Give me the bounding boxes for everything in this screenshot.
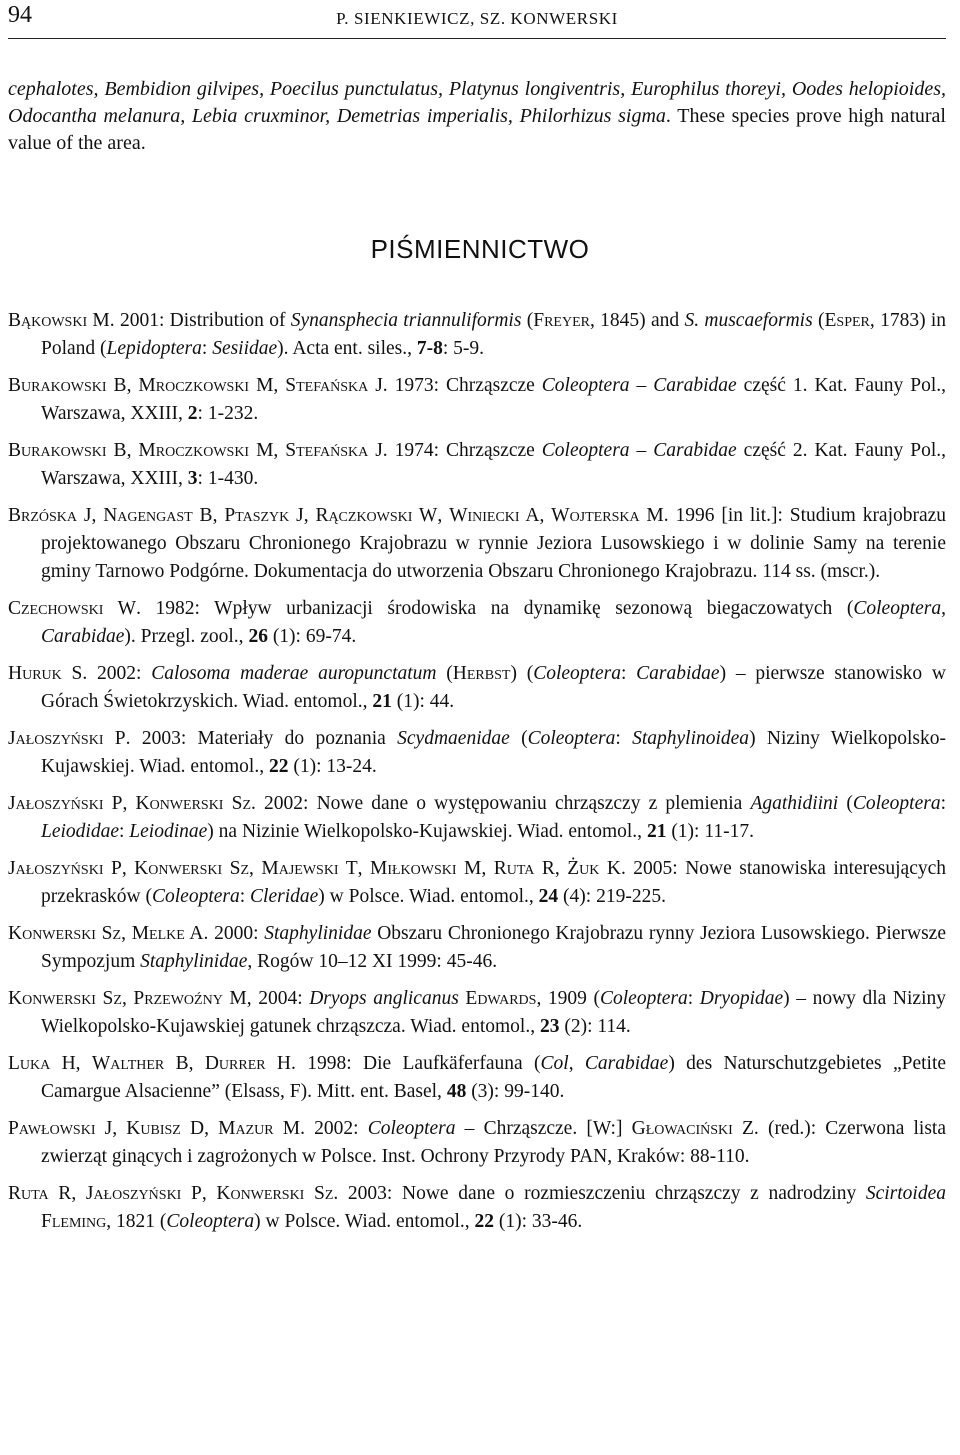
text-run: (1): 13-24. bbox=[288, 756, 377, 777]
reference-entry bbox=[8, 595, 946, 651]
italic-text: Leiodidae bbox=[41, 821, 119, 842]
italic-text: Staphylinidae bbox=[264, 923, 372, 944]
text-run: : bbox=[201, 338, 213, 359]
text-run: : bbox=[687, 988, 700, 1009]
text-run: (2): 114. bbox=[559, 1016, 631, 1037]
italic-text: Coleoptera bbox=[533, 663, 621, 684]
author-name: Stefańska J bbox=[285, 440, 383, 461]
italic-text: Coleoptera bbox=[166, 1211, 255, 1232]
author-name: Konwerski Sz bbox=[8, 988, 122, 1009]
text-run: : bbox=[940, 793, 947, 814]
reference-entry bbox=[8, 725, 946, 781]
text-run: ) w Polsce. Wiad. entomol., bbox=[318, 886, 539, 907]
author-name: Jałoszyński P bbox=[8, 793, 123, 814]
reference-entry bbox=[8, 855, 946, 911]
text-run: – Chrząszcze. [W:] bbox=[455, 1118, 632, 1139]
volume-number: 21 bbox=[646, 821, 667, 842]
author-name: Przewoźny M bbox=[133, 988, 247, 1009]
author-name: Majewski T bbox=[261, 858, 358, 879]
author-name: Ruta R bbox=[8, 1183, 72, 1204]
text-run: ) des Naturschutzgebietes „Petite Camargue Alsacienne” (Elsass, F). Mitt. ent. Basel, bbox=[41, 1053, 947, 1102]
author-name: Walther B bbox=[91, 1053, 189, 1074]
text-run: (4): 219-225. bbox=[558, 886, 666, 907]
reference-entry bbox=[8, 920, 946, 976]
text-run: . 2002: bbox=[300, 1118, 368, 1139]
reference-entry bbox=[8, 437, 946, 493]
text-run: . 1982: Wpływ urbanizacji środowiska na dynamikę sezonową biegaczowatych ( bbox=[136, 598, 854, 619]
reference-entry bbox=[8, 372, 946, 428]
italic-text: S. muscaeformis bbox=[684, 310, 813, 331]
text-run: – bbox=[629, 440, 654, 461]
text-run: ) Niziny Wielkopolsko-Kujawskiej. Wiad. entomol., bbox=[41, 728, 947, 777]
author-name: Jałoszyński P bbox=[85, 1183, 202, 1204]
author-name: Głowaciński bbox=[631, 1118, 733, 1139]
italic-text: Carabidae bbox=[584, 1053, 669, 1074]
author-name: Luka H bbox=[8, 1053, 76, 1074]
reference-entry bbox=[8, 1180, 946, 1236]
author-name: Konwerski Sz bbox=[134, 858, 250, 879]
text-run: ). Acta ent. siles., bbox=[277, 338, 417, 359]
text-run: Obszaru Chronionego Krajobrazu rynny Jeziora Lusowskiego. Pierwsze Sympozjum bbox=[41, 923, 946, 972]
author-name: Rączkowski W bbox=[315, 505, 438, 526]
text-run: , 2004: bbox=[246, 988, 310, 1009]
text-run: , bbox=[91, 505, 104, 526]
italic-text: Coleoptera bbox=[367, 1118, 456, 1139]
text-run: . 1974: Chrząszcze bbox=[382, 440, 542, 461]
text-run: ( bbox=[509, 728, 528, 749]
text-run: część 2. Kat. Fauny Pol., Warszawa, XXIII, bbox=[41, 440, 946, 489]
italic-text: Leiodinae bbox=[129, 821, 208, 842]
species-list: cephalotes, Bembidion gilvipes, Poecilus punctulatus, Platynus longiventris, Europhilus thoreyi, Oodes helopioides, Odocantha melanura, Lebia cruxminor, Demetrias imperialis, Philorhizus sigma bbox=[8, 78, 946, 127]
volume-number: 24 bbox=[538, 886, 559, 907]
author-name: Wojterska M bbox=[551, 505, 664, 526]
text-run: ( bbox=[812, 310, 825, 331]
volume-number: 26 bbox=[248, 626, 268, 647]
italic-text: Lepidoptera bbox=[106, 338, 202, 359]
text-run: , bbox=[554, 858, 568, 879]
italic-text: Calosoma maderae auropunctatum bbox=[151, 663, 437, 684]
author-name: Esper bbox=[824, 310, 870, 331]
author-name: Freyer bbox=[533, 310, 590, 331]
text-run: , 1783) in Poland ( bbox=[41, 310, 947, 359]
text-run: , bbox=[204, 1118, 219, 1139]
italic-text: Carabidae bbox=[653, 440, 737, 461]
author-name: Konwerski Sz bbox=[135, 793, 252, 814]
author-name: Kubisz D bbox=[126, 1118, 205, 1139]
text-run: , 1845) and bbox=[589, 310, 685, 331]
text-run: , bbox=[75, 1053, 92, 1074]
text-run: , bbox=[357, 858, 370, 879]
text-run: . 1998: Die Laufkäferfauna ( bbox=[291, 1053, 541, 1074]
italic-text: Carabidae bbox=[636, 663, 720, 684]
text-run: , 1909 ( bbox=[536, 988, 600, 1009]
text-run: , bbox=[273, 440, 286, 461]
volume-number: 3 bbox=[187, 468, 198, 489]
italic-text: Coleoptera bbox=[541, 440, 630, 461]
text-run: ) ( bbox=[510, 663, 534, 684]
text-run: , bbox=[273, 375, 286, 396]
text-run: , bbox=[121, 988, 134, 1009]
author-name: Konwerski Sz bbox=[216, 1183, 334, 1204]
text-run: , bbox=[481, 858, 494, 879]
author-name: Melke A bbox=[131, 923, 204, 944]
volume-number: 2 bbox=[187, 403, 198, 424]
text-run: : 1-430. bbox=[197, 468, 259, 489]
author-name: Czechowski W bbox=[8, 598, 137, 619]
reference-list bbox=[8, 307, 946, 1245]
author-name: Mazur M bbox=[218, 1118, 301, 1139]
author-name: Konwerski Sz bbox=[8, 923, 122, 944]
text-run: – bbox=[629, 375, 654, 396]
author-name: Ptaszyk J bbox=[224, 505, 304, 526]
author-name: Mroczkowski M bbox=[138, 440, 274, 461]
italic-text: Coleoptera bbox=[152, 886, 240, 907]
text-run: . 2003: Materiały do poznania bbox=[125, 728, 398, 749]
author-name: Mroczkowski M bbox=[138, 375, 274, 396]
text-run: , bbox=[437, 505, 450, 526]
reference-entry bbox=[8, 502, 946, 586]
italic-text: Coleoptera bbox=[853, 598, 942, 619]
text-run: ( bbox=[838, 793, 853, 814]
reference-entry bbox=[8, 660, 946, 716]
author-name: Żuk K bbox=[567, 858, 621, 879]
italic-text: Coleoptera bbox=[852, 793, 941, 814]
text-run: : bbox=[239, 886, 251, 907]
text-run: ). Przegl. zool., bbox=[124, 626, 249, 647]
text-run: część 1. Kat. Fauny Pol., Warszawa, XXIII, bbox=[41, 375, 946, 424]
author-name: Nagengast B bbox=[103, 505, 213, 526]
text-run: , bbox=[201, 1183, 217, 1204]
text-run: , bbox=[121, 858, 135, 879]
text-run: . 1973: Chrząszcze bbox=[382, 375, 542, 396]
volume-number: 22 bbox=[268, 756, 289, 777]
text-run: . 2005: Nowe stanowiska interesujących przekrasków ( bbox=[41, 858, 947, 907]
text-run: , bbox=[71, 1183, 86, 1204]
volume-number: 21 bbox=[372, 691, 392, 712]
text-run: , bbox=[112, 1118, 127, 1139]
running-head: P. SIENKIEWICZ, SZ. KONWERSKI bbox=[336, 9, 618, 28]
reference-entry bbox=[8, 985, 946, 1041]
text-run: (3): 99-140. bbox=[466, 1081, 565, 1102]
reference-entry bbox=[8, 307, 946, 363]
author-name: Huruk S bbox=[8, 663, 83, 684]
text-run: , bbox=[121, 923, 132, 944]
author-name: Fleming bbox=[41, 1211, 107, 1232]
intro-conclusion: . These species prove high natural value of the area. bbox=[8, 105, 946, 154]
text-run: . 2002: bbox=[82, 663, 152, 684]
text-run: ( bbox=[436, 663, 453, 684]
text-run: , bbox=[539, 505, 552, 526]
text-run: : bbox=[615, 728, 633, 749]
reference-entry bbox=[8, 1050, 946, 1106]
text-run: , bbox=[126, 440, 139, 461]
author-name: Stefańska J bbox=[285, 375, 383, 396]
italic-text: Col bbox=[540, 1053, 569, 1074]
italic-text: Coleoptera bbox=[527, 728, 616, 749]
italic-text: Coleoptera bbox=[600, 988, 688, 1009]
text-run: (1): 11-17. bbox=[666, 821, 754, 842]
volume-number: 48 bbox=[446, 1081, 467, 1102]
header-rule bbox=[8, 38, 946, 39]
text-run: (1): 33-46. bbox=[494, 1211, 583, 1232]
author-name: Pawłowski J bbox=[8, 1118, 113, 1139]
text-run: ) – nowy dla Niziny Wielkopolsko-Kujawskiej gatunek chrząszcza. Wiad. entomol., bbox=[41, 988, 947, 1037]
italic-text: Cleridae bbox=[250, 886, 319, 907]
italic-text: Dryopidae bbox=[699, 988, 784, 1009]
italic-text: Coleoptera bbox=[541, 375, 630, 396]
volume-number: 23 bbox=[539, 1016, 560, 1037]
text-run: , bbox=[249, 858, 262, 879]
text-run: , bbox=[122, 793, 136, 814]
text-run: . 2003: Nowe dane o rozmieszczeniu chrząszczy z nadrodziny bbox=[333, 1183, 866, 1204]
author-name: Jałoszyński P bbox=[8, 728, 126, 749]
author-name: Edwards bbox=[465, 988, 537, 1009]
volume-number: 22 bbox=[474, 1211, 495, 1232]
text-run: : 1-232. bbox=[197, 403, 259, 424]
text-run: Z. (red.): Czerwona lista zwierząt ginących i zagrożonych w Polsce. Inst. Ochrony Przyrody PAN, Kraków: 88-110. bbox=[41, 1118, 947, 1167]
author-name: Jałoszyński P bbox=[8, 858, 122, 879]
text-run: (1): 44. bbox=[391, 691, 455, 712]
author-name: Miłkowski M bbox=[370, 858, 482, 879]
author-name: Herbst bbox=[452, 663, 511, 684]
italic-text: Dryops anglicanus bbox=[309, 988, 459, 1009]
text-run: . 2002: Nowe dane o występowaniu chrząszczy z plemienia bbox=[251, 793, 751, 814]
text-run: , Rogów 10–12 XI 1999: 45-46. bbox=[247, 951, 498, 972]
text-run: , bbox=[568, 1053, 585, 1074]
text-run: . 2000: bbox=[203, 923, 265, 944]
text-run: . 2001: Distribution of bbox=[109, 310, 291, 331]
section-title: PIŚMIENNICTWO bbox=[370, 234, 590, 264]
author-name: Winiecki A bbox=[449, 505, 540, 526]
text-run: , bbox=[941, 598, 946, 619]
author-name: Burakowski B bbox=[8, 375, 127, 396]
italic-text: Carabidae bbox=[41, 626, 125, 647]
volume-number: 7-8 bbox=[416, 338, 443, 359]
text-run: : bbox=[620, 663, 637, 684]
reference-entry bbox=[8, 790, 946, 846]
italic-text: Sesiidae bbox=[212, 338, 278, 359]
italic-text: Agathidiini bbox=[750, 793, 839, 814]
italic-text: Carabidae bbox=[653, 375, 737, 396]
italic-text: Synansphecia triannuliformis bbox=[290, 310, 522, 331]
text-run: , bbox=[126, 375, 139, 396]
author-name: Bąkowski M bbox=[8, 310, 110, 331]
text-run: ( bbox=[521, 310, 534, 331]
author-name: Durrer H bbox=[204, 1053, 292, 1074]
text-run: ) – pierwsze stanowisko w Górach Świetokrzyskich. Wiad. entomol., bbox=[41, 663, 947, 712]
italic-text: Scydmaenidae bbox=[397, 728, 510, 749]
text-run: , 1821 ( bbox=[106, 1211, 167, 1232]
author-name: Ruta R bbox=[493, 858, 555, 879]
text-run: , bbox=[303, 505, 316, 526]
text-run: ) w Polsce. Wiad. entomol., bbox=[254, 1211, 475, 1232]
page-number: 94 bbox=[8, 2, 32, 28]
author-name: Burakowski B bbox=[8, 440, 127, 461]
text-run: (1): 69-74. bbox=[267, 626, 357, 647]
page-header bbox=[8, 0, 946, 40]
author-name: Brzóska J bbox=[8, 505, 92, 526]
italic-text: Scirtoidea bbox=[865, 1183, 946, 1204]
italic-text: Staphylinoidea bbox=[632, 728, 750, 749]
text-run: : 5-9. bbox=[442, 338, 485, 359]
reference-entry bbox=[8, 1115, 946, 1171]
text-run: . 1996 [in lit.]: Studium krajobrazu projektowanego Obszaru Chronionego Krajobrazu w rynnie Jeziora Lusowskiego i w dolinie Samy na terenie gminy Tarnowo Podgórne. Dokumentacja do utworzenia Obszaru Chronionego Krajobrazu. 114 ss. (mscr.). bbox=[41, 505, 947, 582]
text-run: : bbox=[119, 821, 130, 842]
text-run: , bbox=[212, 505, 225, 526]
text-run: , bbox=[188, 1053, 205, 1074]
intro-paragraph bbox=[8, 76, 946, 157]
text-run: ) na Nizinie Wielkopolsko-Kujawskiej. Wiad. entomol., bbox=[207, 821, 647, 842]
italic-text: Staphylinidae bbox=[140, 951, 248, 972]
